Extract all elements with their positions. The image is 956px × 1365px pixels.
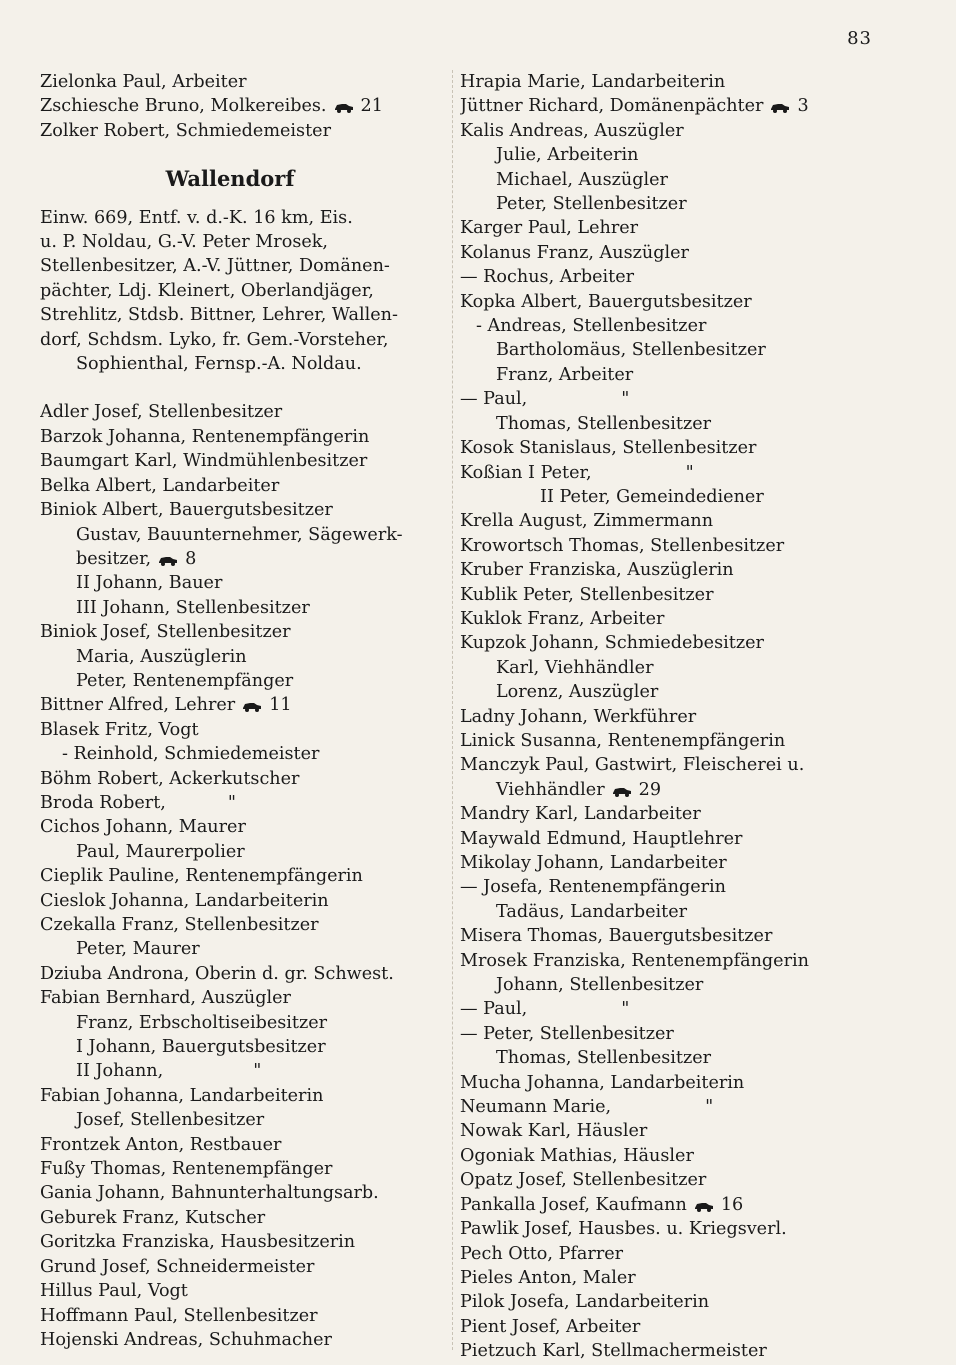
description-line: u. P. Noldau, G.-V. Peter Mrosek,: [40, 232, 329, 253]
list-item: Michael, Auszügler: [496, 169, 668, 190]
list-item: — Paul, ": [460, 389, 630, 410]
description-line: Stellenbesitzer, A.-V. Jüttner, Domänen-: [40, 256, 390, 277]
list-item: Pietzuch Karl, Stellmachermeister: [460, 1341, 767, 1362]
ditto-mark: ": [621, 389, 630, 410]
list-item: Frontzek Anton, Restbauer: [40, 1134, 282, 1155]
list-item: Baumgart Karl, Windmühlenbesitzer: [40, 451, 368, 472]
list-item: Adler Josef, Stellenbesitzer: [40, 402, 283, 423]
list-item: Manczyk Paul, Gastwirt, Fleischerei u.: [460, 755, 805, 776]
list-item: Hojenski Andreas, Schuhmacher: [40, 1329, 332, 1350]
list-item: Lorenz, Auszügler: [496, 682, 659, 703]
right-column: [460, 70, 890, 1364]
list-item: Neumann Marie, ": [460, 1097, 714, 1118]
list-item: — Paul, ": [460, 999, 630, 1020]
list-item: Mrosek Franziska, Rentenempfängerin: [460, 950, 809, 971]
car-icon: [333, 101, 355, 111]
list-item: Tadäus, Landarbeiter: [496, 901, 688, 922]
list-item: II Peter, Gemeindediener: [540, 486, 764, 507]
list-item: Goritzka Franziska, Hausbesitzerin: [40, 1232, 356, 1253]
list-item: I Johann, Bauergutsbesitzer: [76, 1037, 326, 1058]
list-item: — Rochus, Arbeiter: [460, 267, 635, 288]
list-item: Barzok Johanna, Rentenempfängerin: [40, 426, 370, 447]
list-item: Bittner Alfred, Lehrer 11: [40, 695, 292, 716]
car-icon: [241, 700, 263, 710]
car-number: 29: [638, 779, 662, 800]
place-description: [40, 206, 450, 377]
list-item: Fabian Bernhard, Auszügler: [40, 988, 291, 1009]
car-number: 11: [269, 695, 292, 716]
list-item: Viehhändler 29: [496, 779, 662, 800]
list-item: Cieslok Johanna, Landarbeiterin: [40, 890, 329, 911]
list-item: Josef, Stellenbesitzer: [76, 1110, 265, 1131]
list-item: Franz, Arbeiter: [496, 364, 634, 385]
section-title: Wallendorf: [165, 166, 295, 192]
list-item: Maria, Auszüglerin: [76, 646, 247, 667]
list-item: Zolker Robert, Schmiedemeister: [40, 120, 331, 141]
list-item: — Josefa, Rentenempfängerin: [460, 877, 726, 898]
list-item: Böhm Robert, Ackerkutscher: [40, 768, 300, 789]
list-item: Ladny Johann, Werkführer: [460, 706, 697, 727]
ditto-mark: ": [253, 1061, 262, 1082]
list-item: Thomas, Stellenbesitzer: [496, 1048, 712, 1069]
list-item: Blasek Fritz, Vogt: [40, 719, 199, 740]
list-item: Kopka Albert, Bauergutsbesitzer: [460, 291, 752, 312]
list-item: Maywald Edmund, Hauptlehrer: [460, 828, 743, 849]
list-item: Zschiesche Bruno, Molkereibes. 21: [40, 96, 383, 117]
list-item: Kalis Andreas, Auszügler: [460, 120, 684, 141]
list-item: Gania Johann, Bahnunterhaltungsarb.: [40, 1183, 379, 1204]
list-item: Hoffmann Paul, Stellenbesitzer: [40, 1305, 318, 1326]
list-item: Gustav, Bauunternehmer, Sägewerk-: [76, 524, 403, 545]
list-item: Hrapia Marie, Landarbeiterin: [460, 72, 726, 92]
car-number: 16: [720, 1194, 744, 1215]
list-item: Broda Robert, ": [40, 792, 236, 813]
car-number: 3: [797, 96, 809, 117]
list-item: Opatz Josef, Stellenbesitzer: [460, 1170, 707, 1191]
ditto-mark: ": [227, 792, 236, 813]
ditto-mark: ": [705, 1097, 714, 1118]
list-item: Kolanus Franz, Auszügler: [460, 242, 689, 263]
description-line: dorf, Schdsm. Lyko, fr. Gem.-Vorsteher,: [40, 329, 389, 350]
list-item: Czekalla Franz, Stellenbesitzer: [40, 915, 319, 935]
car-icon: [157, 554, 179, 564]
list-item: Cieplik Pauline, Rentenempfängerin: [40, 866, 363, 887]
list-item: Peter, Stellenbesitzer: [496, 194, 687, 215]
list-item: II Johann, Bauer: [76, 573, 223, 594]
list-item: Johann, Stellenbesitzer: [496, 975, 704, 996]
list-item: Pient Josef, Arbeiter: [460, 1316, 641, 1337]
left-column: [40, 70, 450, 1352]
list-item: Kosok Stanislaus, Stellenbesitzer: [460, 438, 757, 459]
list-item: Belka Albert, Landarbeiter: [40, 475, 280, 496]
list-item: Karger Paul, Lehrer: [460, 218, 639, 239]
list-item: Grund Josef, Schneidermeister: [40, 1256, 315, 1277]
list-item: Peter, Maurer: [76, 939, 200, 960]
list-item: Geburek Franz, Kutscher: [40, 1207, 266, 1228]
list-item: Pieles Anton, Maler: [460, 1267, 636, 1288]
list-item: Misera Thomas, Bauergutsbesitzer: [460, 926, 773, 947]
list-item: Thomas, Stellenbesitzer: [496, 413, 712, 434]
list-item: Biniok Josef, Stellenbesitzer: [40, 622, 291, 643]
list-item: Krella August, Zimmermann: [460, 511, 714, 532]
description-line: Strehlitz, Stdsb. Bittner, Lehrer, Wallen-: [40, 305, 398, 326]
list-item: Bartholomäus, Stellenbesitzer: [496, 340, 766, 361]
list-item: Fußy Thomas, Rentenempfänger: [40, 1159, 333, 1180]
list-item: Mikolay Johann, Landarbeiter: [460, 853, 727, 873]
list-item: Kuklok Franz, Arbeiter: [460, 608, 665, 629]
list-item: Kublik Peter, Stellenbesitzer: [460, 584, 714, 605]
list-item: Franz, Erbscholtiseibesitzer: [76, 1012, 328, 1033]
list-item: III Johann, Stellenbesitzer: [76, 597, 310, 618]
list-item: Hillus Paul, Vogt: [40, 1281, 188, 1302]
list-item: Pawlik Josef, Hausbes. u. Kriegsverl.: [460, 1219, 787, 1240]
list-item: Pech Otto, Pfarrer: [460, 1243, 624, 1264]
list-item: Peter, Rentenempfänger: [76, 670, 294, 691]
car-number: 21: [360, 96, 383, 117]
list-item: Biniok Albert, Bauergutsbesitzer: [40, 500, 333, 521]
list-item: Kupzok Johann, Schmiedebesitzer: [460, 633, 764, 654]
list-item: — Peter, Stellenbesitzer: [460, 1023, 674, 1044]
list-item: - Andreas, Stellenbesitzer: [476, 316, 707, 337]
list-item: Zielonka Paul, Arbeiter: [40, 72, 247, 92]
list-item: Mucha Johanna, Landarbeiterin: [460, 1072, 745, 1093]
list-item: Dziuba Androna, Oberin d. gr. Schwest.: [40, 963, 394, 984]
list-item: Julie, Arbeiterin: [496, 145, 639, 166]
list-item: Koßian I Peter, ": [460, 462, 694, 483]
page-number: 83: [847, 28, 872, 49]
list-item: Jüttner Richard, Domänenpächter 3: [460, 96, 809, 117]
list-item: Nowak Karl, Häusler: [460, 1121, 648, 1142]
list-item: Mandry Karl, Landarbeiter: [460, 804, 701, 825]
description-line: Einw. 669, Entf. v. d.-K. 16 km, Eis.: [40, 207, 353, 228]
list-item: Kruber Franziska, Auszüglerin: [460, 560, 734, 581]
list-item: besitzer, 8: [76, 548, 197, 569]
car-number: 8: [185, 548, 197, 569]
list-item: Pilok Josefa, Landarbeiterin: [460, 1292, 710, 1313]
description-line: Sophienthal, Fernsp.-A. Noldau.: [76, 354, 362, 375]
list-item: Ogoniak Mathias, Häusler: [460, 1145, 694, 1166]
ditto-mark: ": [621, 999, 630, 1020]
list-item: Krowortsch Thomas, Stellenbesitzer: [460, 535, 785, 556]
list-item: Fabian Johanna, Landarbeiterin: [40, 1085, 324, 1106]
list-item: Cichos Johann, Maurer: [40, 817, 246, 838]
car-icon: [611, 785, 633, 795]
ditto-mark: ": [685, 462, 694, 483]
list-item: Pankalla Josef, Kaufmann 16: [460, 1194, 744, 1215]
list-item: Linick Susanna, Rentenempfängerin: [460, 730, 786, 751]
column-divider: [452, 70, 453, 1350]
list-item: Paul, Maurerpolier: [76, 841, 245, 862]
list-item: - Reinhold, Schmiedemeister: [62, 744, 320, 765]
list-item: Karl, Viehhändler: [496, 657, 654, 678]
car-icon: [693, 1200, 715, 1210]
car-icon: [769, 101, 791, 111]
description-line: pächter, Ldj. Kleinert, Oberlandjäger,: [40, 280, 374, 301]
list-item: II Johann, ": [76, 1061, 262, 1082]
